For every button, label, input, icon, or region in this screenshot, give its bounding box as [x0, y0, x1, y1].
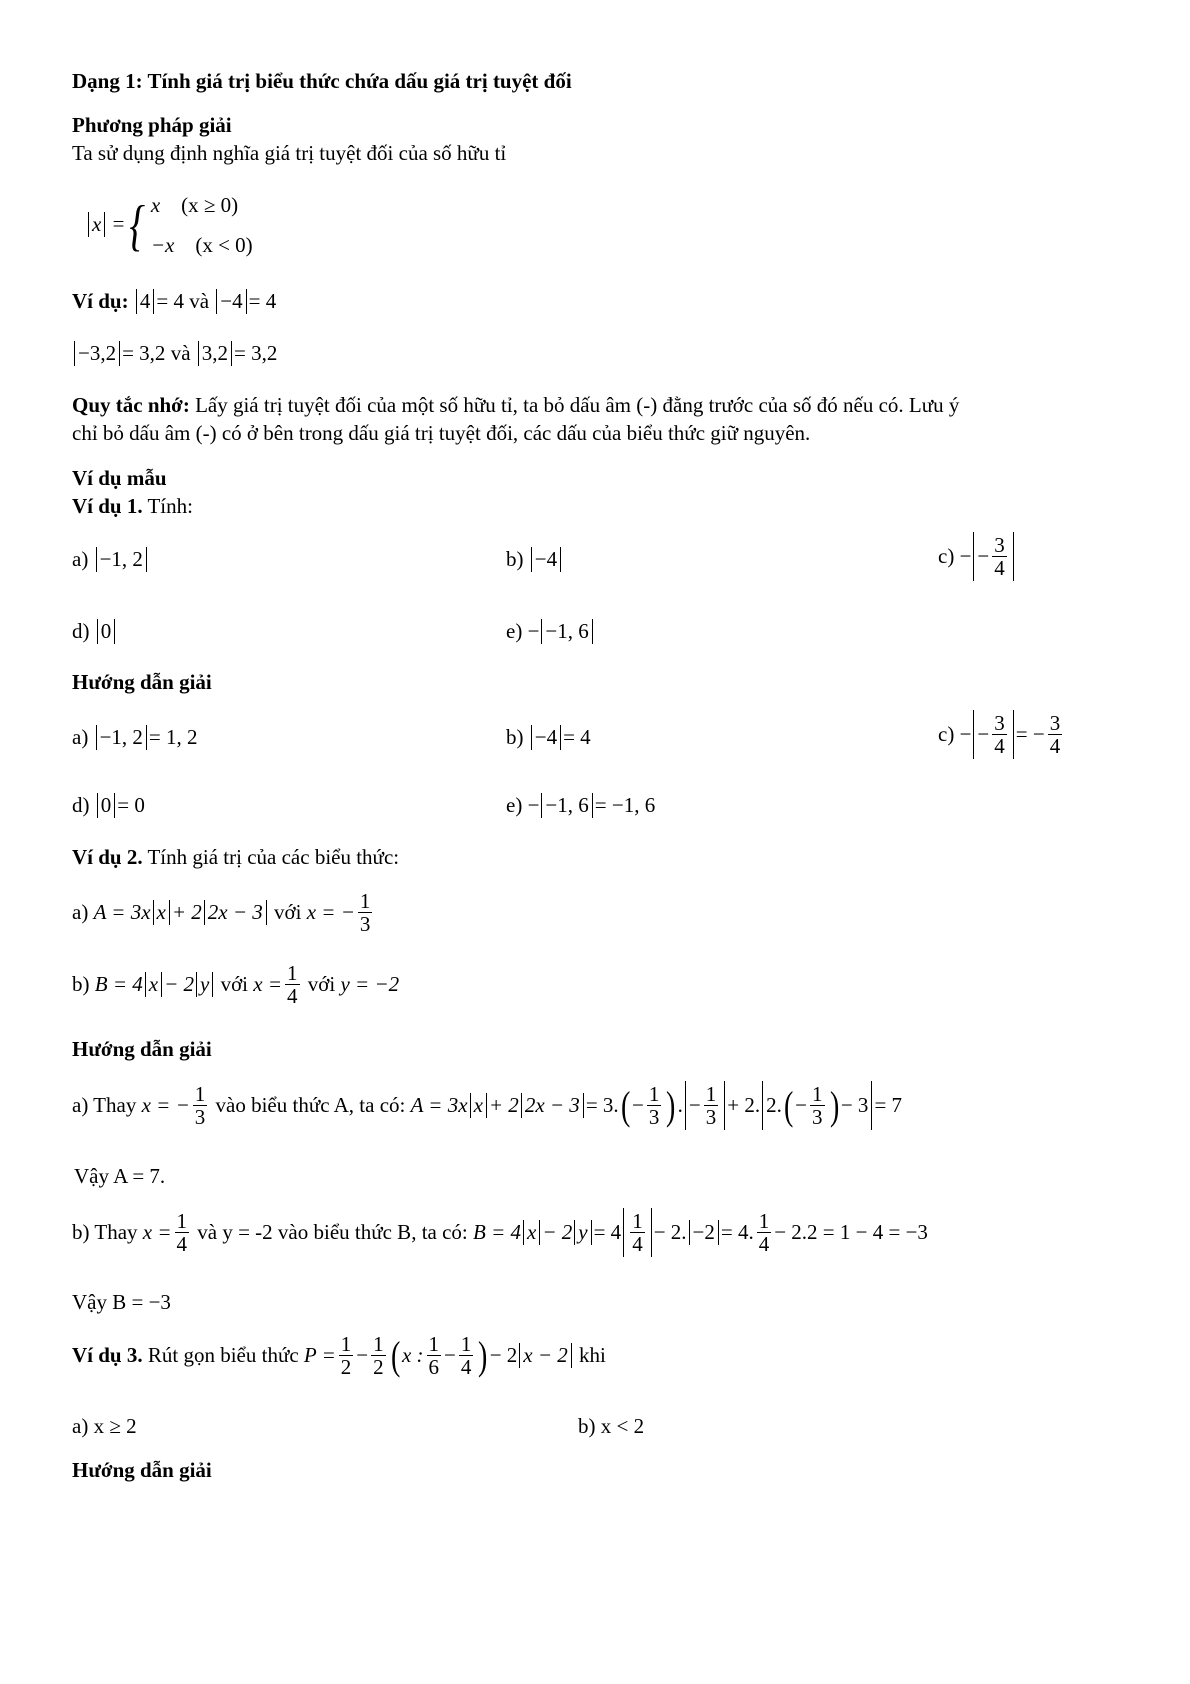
sol1-item-d: d) 0 = 0: [72, 793, 145, 817]
sol1-item-e: e) − −1, 6 = −1, 6: [506, 793, 656, 817]
ex1-item-c: c) − − $\frac{3}{4}$: [938, 532, 1016, 581]
ex2-item-a: a) A = 3x x + 2 2x − 3 với x = − $\frac{1}{3}$: [72, 889, 371, 937]
sample-heading: Ví dụ mẫu: [72, 466, 167, 490]
sol2-item-a: a) Thay x = − $\frac{1}{3}$ vào biểu thức A, ta có: A = 3x x + 2 2x − 3 = 3.(− $\frac{1}{3}$ ). − $\frac{1}{3}$ + 2. 2.(− $\frac{1}{3}$ )− 3 = 7: [72, 1082, 903, 1130]
ex1-item-b: b) −4: [506, 547, 563, 572]
method-text: Ta sử dụng định nghĩa giá trị tuyệt đối của số hữu tỉ: [72, 141, 507, 165]
sol2-conclusion-b: Vậy B = −3: [72, 1290, 171, 1314]
ex1-item-d: d) 0: [72, 619, 117, 644]
example-line-2: −3,2 = 3,2 và 3,2 = 3,2: [72, 341, 277, 366]
ex2-heading: Ví dụ 2. Tính giá trị của các biểu thức:: [72, 845, 400, 869]
page-title: Dạng 1: Tính giá trị biểu thức chứa dấu giá trị tuyệt đối: [72, 69, 572, 93]
sol1-item-b: b) −4 = 4: [506, 725, 591, 749]
solution-heading-1: Hướng dẫn giải: [72, 670, 212, 694]
sol2-item-b: b) Thay x = $\frac{1}{4}$ và y = -2 vào biểu thức B, ta có: B = 4 x − 2 y = 4 $\frac{1}{4}$ − 2. −2 = 4. $\frac{1}{4}$ − 2.2 = 1 − 4 = −3: [72, 1209, 928, 1257]
sol2-conclusion-a: Vậy A = 7.: [74, 1164, 166, 1188]
example-line-1: Ví dụ: 4 = 4 và −4 = 4: [72, 289, 277, 313]
sol1-item-c: c) − − $\frac{3}{4}$ = − $\frac{3}{4}$: [938, 711, 1061, 759]
ex3-cond-a: a) x ≥ 2: [72, 1414, 137, 1438]
solution-heading-3: Hướng dẫn giải: [72, 1458, 212, 1482]
ex1-heading: Ví dụ 1. Tính:: [72, 494, 193, 518]
ex3-cond-b: b) x < 2: [578, 1414, 645, 1438]
ex3-heading: Ví dụ 3. Rút gọn biểu thức P = $\frac{1}{2}$ − $\frac{1}{2}$ (x : $\frac{1}{6}$ − $\frac{1}{4}$ )− 2 x − 2 khi: [72, 1332, 606, 1380]
rule-line-2: chỉ bỏ dấu âm (-) có ở bên trong dấu giá trị tuyệt đối, các dấu của biểu thức giữ nguyên.: [72, 421, 811, 445]
solution-heading-2: Hướng dẫn giải: [72, 1037, 212, 1061]
rule-line-1: Quy tắc nhớ: Lấy giá trị tuyệt đối của một số hữu tỉ, ta bỏ dấu âm (-) đằng trước của số đó nếu có. Lưu ý: [72, 393, 960, 417]
abs-definition: x ={ x (x ≥ 0) −x (x < 0): [86, 186, 253, 266]
ex2-item-b: b) B = 4 x − 2 y với x = $\frac{1}{4}$ với y = −2: [72, 961, 400, 1009]
ex1-item-a: a) −1, 2: [72, 547, 149, 572]
ex1-item-e: e) − −1, 6: [506, 619, 595, 644]
sol1-item-a: a) −1, 2 = 1, 2: [72, 725, 198, 749]
method-heading: Phương pháp giải: [72, 113, 232, 137]
